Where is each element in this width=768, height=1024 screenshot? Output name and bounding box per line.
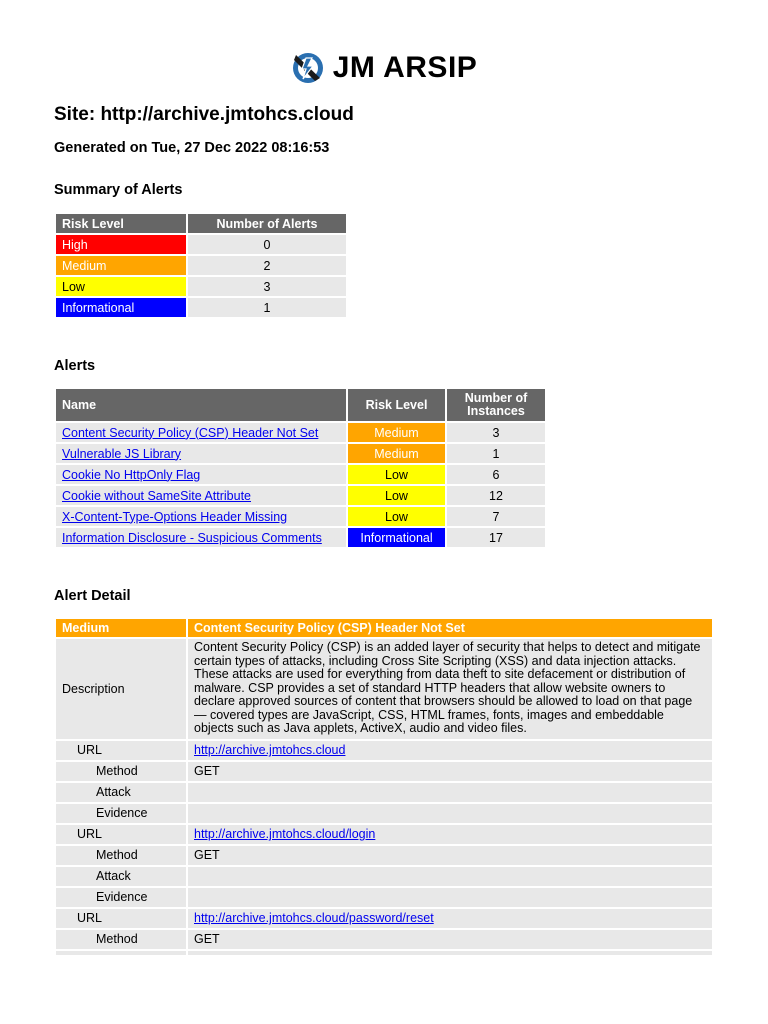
url-cell [188,909,712,928]
alert-risk: Low [348,486,445,505]
table-row [56,528,545,547]
instance-evidence-row [56,804,712,823]
alert-link-vulnerable-js[interactable]: Vulnerable JS Library [62,446,182,461]
risk-level-high: High [56,235,186,254]
alert-count: 1 [188,298,346,317]
lightning-shield-logo [291,51,325,85]
instance-url-row [56,741,712,760]
instance-url-row [56,909,712,928]
instance-attack-row [56,867,712,886]
alert-risk: Medium [348,423,445,442]
report-header [0,48,768,88]
url-cell [188,741,712,760]
risk-level-informational: Informational [56,298,186,317]
description-label: Description [56,639,186,739]
col-number-of-alerts: Number of Alerts [188,214,346,233]
description-text: Content Security Policy (CSP) is an added layer of security that helps to detect and mitigate certain types of attacks, including Cross Site Scripting (XSS) and data injection attacks. These attacks are used for everything from data theft to site defacement or distribution of malware. CSP provides a set of standard HTTP headers that allow website owners to declare approved sources of content that browsers should be allowed to load on that page — covered types are JavaScript, CSS, HTML frames, fonts, images and embeddable objects such as Java applets, ActiveX, audio and video files. [188,639,712,739]
url-cell [188,825,712,844]
alert-instances: 3 [447,423,545,442]
summary-table [54,212,348,319]
evidence-label: Evidence [56,888,186,907]
alert-name-cell [56,486,346,505]
alert-risk: Informational [348,528,445,547]
evidence-value [188,888,712,907]
alerts-heading: Alerts [54,358,96,374]
col-risk-level: Risk Level [348,389,445,421]
url-label: URL [56,741,186,760]
alerts-header-row [56,389,545,421]
alert-risk: Low [348,507,445,526]
table-row [56,444,545,463]
alert-instances: 17 [447,528,545,547]
attack-label: Attack [56,867,186,886]
alert-name-cell [56,423,346,442]
detail-alert-name: Content Security Policy (CSP) Header Not Set [188,619,712,637]
table-row [56,235,346,254]
table-row [56,465,545,484]
detail-header-row [56,619,712,637]
col-risk-level: Risk Level [56,214,186,233]
instance-url-link[interactable]: http://archive.jmtohcs.cloud/login [194,827,376,841]
method-value: GET [188,846,712,865]
alert-link-cookie-samesite[interactable]: Cookie without SameSite Attribute [62,488,251,503]
alert-link-cookie-httponly[interactable]: Cookie No HttpOnly Flag [62,467,201,482]
summary-header-row [56,214,346,233]
url-label: URL [56,825,186,844]
alert-count: 3 [188,277,346,296]
alert-name-cell [56,465,346,484]
instance-evidence-row [56,888,712,907]
method-label: Method [56,846,186,865]
alert-instances: 6 [447,465,545,484]
app-name: JM ARSIP [332,51,478,84]
evidence-value [188,804,712,823]
table-row [56,298,346,317]
alert-name-cell [56,528,346,547]
col-name: Name [56,389,346,421]
table-row [56,507,545,526]
alert-link-csp[interactable]: Content Security Policy (CSP) Header Not Set [62,425,319,440]
method-label: Method [56,930,186,949]
alert-risk: Low [348,465,445,484]
instance-method-row [56,846,712,865]
site-title: Site: http://archive.jmtohcs.cloud [54,104,354,125]
table-row [56,486,545,505]
method-label: Method [56,762,186,781]
instance-url-row [56,825,712,844]
alert-instances: 7 [447,507,545,526]
evidence-label: Evidence [56,804,186,823]
truncated-cell [188,951,712,955]
detail-risk-level: Medium [56,619,186,637]
instance-method-row [56,930,712,949]
truncated-row [56,951,712,955]
alert-detail-table [54,617,714,957]
risk-level-low: Low [56,277,186,296]
attack-value [188,783,712,802]
summary-heading: Summary of Alerts [54,182,183,198]
table-row [56,423,545,442]
instance-url-link[interactable]: http://archive.jmtohcs.cloud/password/reset [194,911,434,925]
url-label: URL [56,909,186,928]
alert-risk: Medium [348,444,445,463]
alert-link-x-content-type[interactable]: X-Content-Type-Options Header Missing [62,509,288,524]
col-number-of-instances: Number of Instances [447,389,545,421]
alert-instances: 1 [447,444,545,463]
generated-date: Generated on Tue, 27 Dec 2022 08:16:53 [54,140,330,156]
attack-value [188,867,712,886]
instance-method-row [56,762,712,781]
instance-url-link[interactable]: http://archive.jmtohcs.cloud [194,743,346,757]
method-value: GET [188,762,712,781]
risk-level-medium: Medium [56,256,186,275]
alert-instances: 12 [447,486,545,505]
table-row [56,256,346,275]
alerts-table [54,387,547,549]
alert-detail-heading: Alert Detail [54,588,131,604]
alert-link-info-disclosure[interactable]: Information Disclosure - Suspicious Comments [62,530,322,545]
table-row [56,277,346,296]
alert-name-cell [56,507,346,526]
alert-count: 2 [188,256,346,275]
attack-label: Attack [56,783,186,802]
method-value: GET [188,930,712,949]
alert-name-cell [56,444,346,463]
instance-attack-row [56,783,712,802]
detail-description-row [56,639,712,739]
truncated-cell [56,951,186,955]
alert-count: 0 [188,235,346,254]
